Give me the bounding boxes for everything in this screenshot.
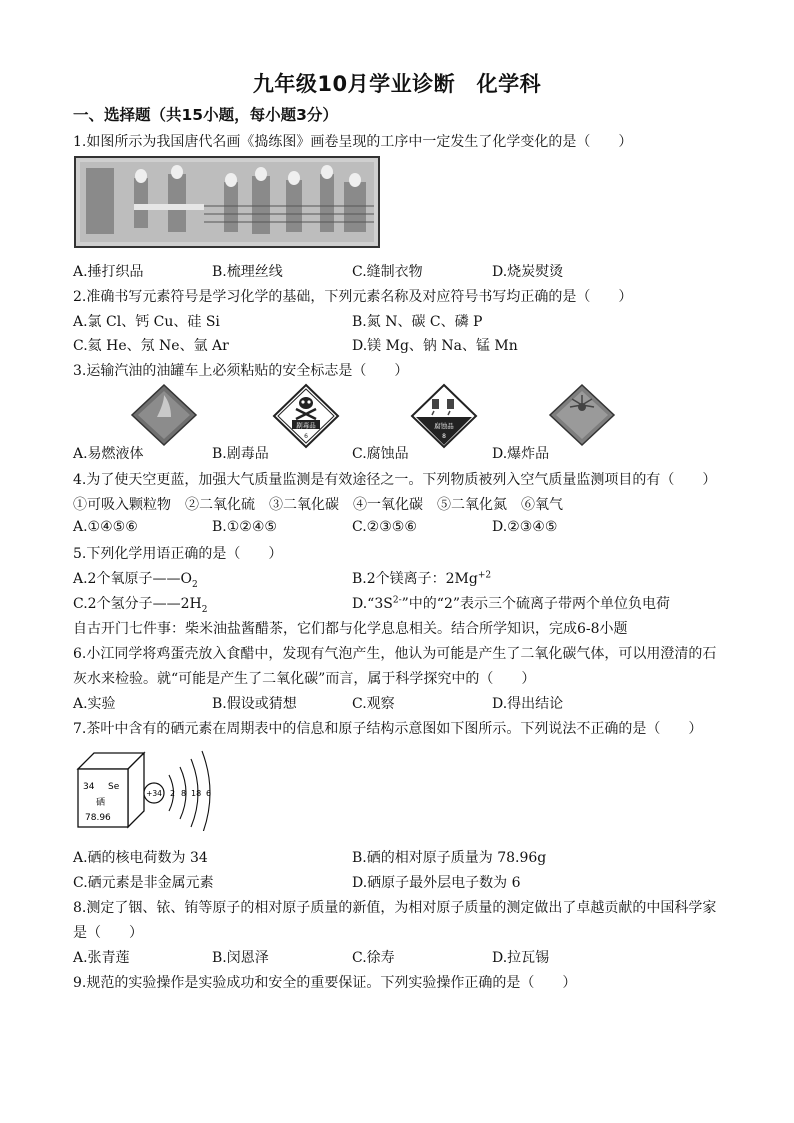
question-4-option-b: B.①②④⑤ xyxy=(212,519,277,535)
corrosive-sign xyxy=(410,383,478,449)
question-4-items: ①可吸入颗粒物 ②二氧化硫 ③二氧化碳 ④一氧化碳 ⑤二氧化氮 ⑥氧气 xyxy=(73,497,563,513)
selenium-diagram xyxy=(74,745,224,831)
question-8-stem-line-2: 是（ ） xyxy=(73,925,143,941)
question-3-option-a: A.易燃液体 xyxy=(73,446,144,462)
toxic-sign-class: 6 xyxy=(304,433,308,440)
question-8-option-a: A.张青莲 xyxy=(73,950,130,966)
question-3-option-d: D.爆炸品 xyxy=(492,446,550,462)
question-1-stem: 1.如图所示为我国唐代名画《捣练图》画卷呈现的工序中一定发生了化学变化的是（ ） xyxy=(73,134,633,150)
question-9-stem: 9.规范的实验操作是实验成功和安全的重要保证。下列实验操作正确的是（ ） xyxy=(73,975,577,991)
question-6-option-d: D.得出结论 xyxy=(492,696,564,712)
question-1-option-c: C.缝制衣物 xyxy=(352,264,423,280)
atomic-mass: 78.96 xyxy=(85,813,111,823)
shell-2: 8 xyxy=(181,789,187,798)
question-6-stem-line-2: 灰水来检验。就“可能是产生了二氧化碳”而言，属于科学探究中的（ ） xyxy=(73,671,536,687)
shell-4: 6 xyxy=(206,789,212,798)
question-4-option-d: D.②③④⑤ xyxy=(492,519,558,535)
question-2-option-b: B.氮 N、碳 C、磷 P xyxy=(352,314,483,330)
nucleus-charge: +34 xyxy=(146,789,162,798)
question-5-option-c: C.2个氢分子$——2H_2$ xyxy=(73,596,208,615)
atomic-structure xyxy=(144,751,211,831)
shell-3: 18 xyxy=(191,789,202,798)
painting-image xyxy=(74,156,380,248)
question-6-stem-line-1: 6.小江同学将鸡蛋壳放入食醋中，发现有气泡产生，他认为可能是产生了二氧化碳气体，可以用澄清的石 xyxy=(73,646,717,662)
question-2-option-d: D.镁 Mg、钠 Na、锰 Mn xyxy=(352,338,518,354)
question-5-option-d: $D.“3S^{2-}$”中的“2”表示三个硫离子带两个单位负电荷 xyxy=(352,595,671,612)
question-1-option-b: B.梳理丝线 xyxy=(212,264,283,280)
toxic-sign xyxy=(272,383,340,449)
question-7-option-b: B.硒的相对原子质量为 78.96g xyxy=(352,850,547,866)
question-7-option-c: C.硒元素是非金属元素 xyxy=(73,875,214,891)
question-8-stem-line-1: 8.测定了铟、铱、铕等原子的相对原子质量的新值，为相对原子质量的测定做出了卓越贡献的中国科学家 xyxy=(73,900,717,916)
element-name: 硒 xyxy=(96,798,106,808)
question-7-stem: 7.茶叶中含有的硒元素在周期表中的信息和原子结构示意图如下图所示。下列说法不正确的是（ ） xyxy=(73,721,703,737)
explosive-sign xyxy=(548,383,616,447)
group-intro: 自古开门七件事：柴米油盐酱醋茶，它们都与化学息息相关。结合所学知识，完成6-8小题 xyxy=(73,621,628,637)
question-6-option-c: C.观察 xyxy=(352,696,395,712)
shell-1: 2 xyxy=(170,789,176,798)
question-6-option-a: A.实验 xyxy=(73,696,116,712)
question-4-stem: 4.为了使天空更蓝，加强大气质量监测是有效途径之一。下列物质被列入空气质量监测项目的有（ ） xyxy=(73,472,717,488)
corrosive-sign-label: 腐蚀品 xyxy=(434,422,454,430)
question-2-option-a: A.氯 Cl、钙 Cu、硅 Si xyxy=(73,314,220,330)
question-2-option-c: C.氦 He、氖 Ne、氩 Ar xyxy=(73,338,229,354)
question-4-option-a: A.①④⑤⑥ xyxy=(73,519,138,535)
question-5-stem: 5.下列化学用语正确的是（ ） xyxy=(73,546,283,562)
section-heading: 一、选择题（共15小题，每小题3分） xyxy=(73,106,338,124)
question-1-option-d: D.烧炭熨烫 xyxy=(492,264,564,280)
question-7-option-a: A.硒的核电荷数为 34 xyxy=(73,850,208,866)
question-6-option-b: B.假设或猜想 xyxy=(212,696,297,712)
question-3-option-c: C.腐蚀品 xyxy=(352,446,409,462)
question-7-option-d: D.硒原子最外层电子数为 6 xyxy=(352,875,521,891)
flammable-liquid-sign xyxy=(130,383,198,447)
question-4-option-c: C.②③⑤⑥ xyxy=(352,519,417,535)
element-symbol: Se xyxy=(108,782,120,792)
toxic-sign-label: 剧毒品 xyxy=(296,421,316,430)
question-2-stem: 2.准确书写元素符号是学习化学的基础，下列元素名称及对应符号书写均正确的是（ ） xyxy=(73,289,633,305)
question-8-option-d: D.拉瓦锡 xyxy=(492,950,550,966)
question-1-option-a: A.捶打织品 xyxy=(73,264,144,280)
question-3-stem: 3.运输汽油的油罐车上必须粘贴的安全标志是（ ） xyxy=(73,363,409,379)
element-cell xyxy=(78,753,144,827)
corrosive-sign-class: 8 xyxy=(442,433,446,440)
question-5-option-b: B.2个镁离子：$2Mg^{+2}$ xyxy=(352,570,492,587)
question-3-option-b: B.剧毒品 xyxy=(212,446,269,462)
question-8-option-c: C.徐寿 xyxy=(352,950,395,966)
atomic-number: 34 xyxy=(83,782,95,792)
question-8-option-b: B.闵恩泽 xyxy=(212,950,269,966)
page-title: 九年级10月学业诊断 化学科 xyxy=(252,72,542,96)
question-5-option-a: A.2个氧原子$——O_2$ xyxy=(73,571,198,590)
